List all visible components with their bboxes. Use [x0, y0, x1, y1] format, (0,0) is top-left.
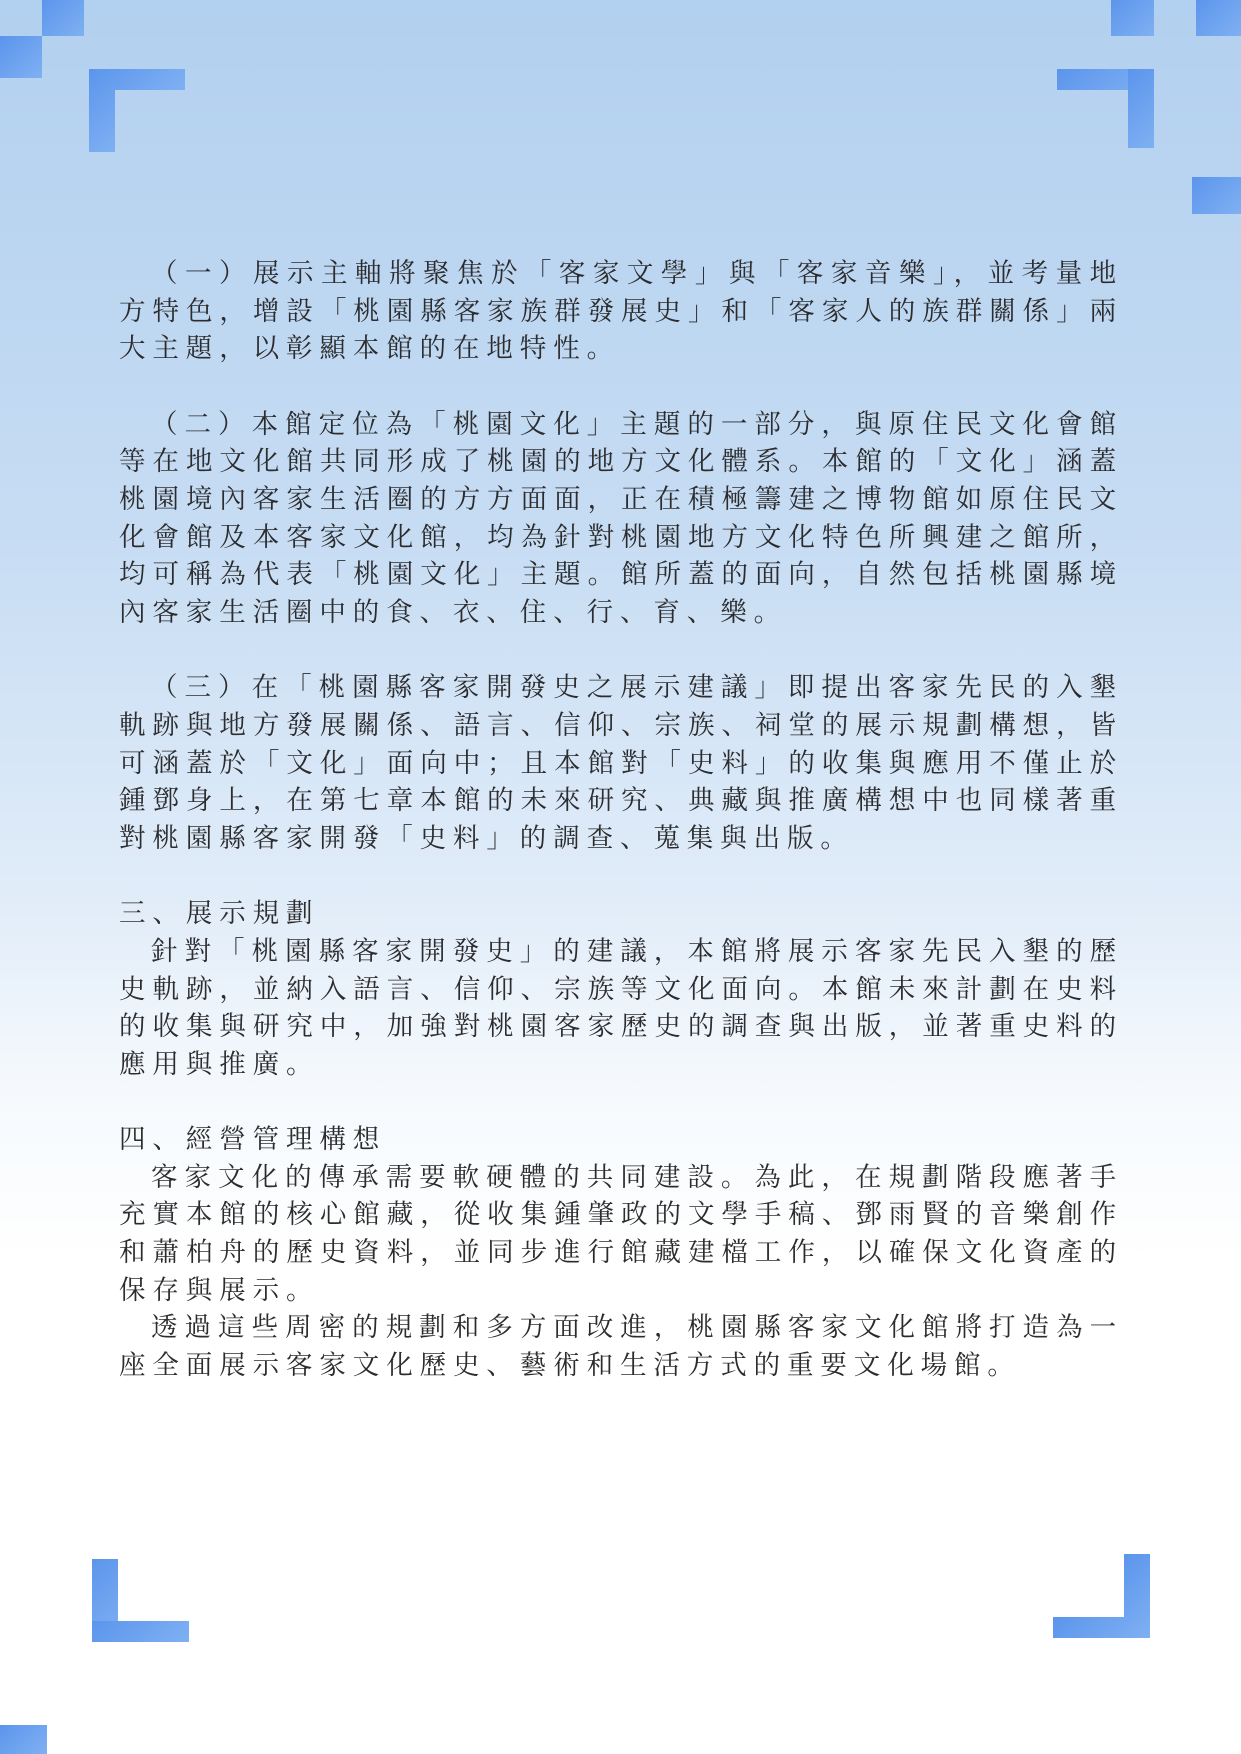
- section-4-body-1: 客家文化的傳承需要軟硬體的共同建設。為此，在規劃階段應著手充實本館的核心館藏，從收集鍾肇政的文學手稿、鄧雨賢的音樂創作和蕭柏舟的歷史資料，並同步進行館藏建檔工作，以確保文化資產的保存與展示。: [119, 1161, 1123, 1306]
- corner-bracket-top-right-vertical: [1128, 69, 1154, 148]
- corner-square-top-right-a: [1111, 0, 1154, 36]
- corner-bracket-bottom-left-horizontal: [92, 1621, 189, 1642]
- corner-bracket-top-left-vertical: [89, 69, 115, 152]
- paragraph-1: （一）展示主軸將聚焦於「客家文學」與「客家音樂」，並考量地方特色，增設「桃園縣客家族群發展史」和「客家人的族群關係」兩大主題，以彰顯本館的在地特性。: [119, 258, 1123, 365]
- section-3-heading: 三、展示規劃: [119, 898, 320, 930]
- document-body: [119, 255, 1123, 1384]
- corner-square-top-right-b: [1196, 0, 1241, 36]
- corner-square-top-left-b: [0, 36, 42, 78]
- paragraph-2: （二）本館定位為「桃園文化」主題的一部分，與原住民文化會館等在地文化館共同形成了桃園的地方文化體系。本館的「文化」涵蓋桃園境內客家生活圈的方方面面，正在積極籌建之博物館如原住民文化會館及本客家文化館，均為針對桃園地方文化特色所興建之館所，均可稱為代表「桃園文化」主題。館所蓋的面向，自然包括桃園縣境內客家生活圈中的食、衣、住、行、育、樂。: [119, 408, 1123, 628]
- corner-square-right-edge: [1192, 177, 1241, 214]
- section-3-body: 針對「桃園縣客家開發史」的建議，本館將展示客家先民入墾的歷史軌跡，並納入語言、信仰、宗族等文化面向。本館未來計劃在史料的收集與研究中，加強對桃園客家歷史的調查與出版，並著重史料的應用與推廣。: [119, 935, 1123, 1080]
- section-4-heading: 四、經營管理構想: [119, 1124, 387, 1156]
- section-4-body-2: 透過這些周密的規劃和多方面改進，桃園縣客家文化館將打造為一座全面展示客家文化歷史、藝術和生活方式的重要文化場館。: [119, 1312, 1123, 1381]
- corner-square-top-left-a: [42, 0, 84, 36]
- corner-square-bottom-left-edge: [0, 1725, 47, 1754]
- paragraph-3: （三）在「桃園縣客家開發史之展示建議」即提出客家先民的入墾軌跡與地方發展關係、語言、信仰、宗族、祠堂的展示規劃構想，皆可涵蓋於「文化」面向中；且本館對「史料」的收集與應用不僅止於鍾鄧身上，在第七章本館的未來研究、典藏與推廣構想中也同樣著重對桃園縣客家開發「史料」的調查、蒐集與出版。: [119, 672, 1123, 854]
- corner-bracket-bottom-right-horizontal: [1053, 1617, 1150, 1638]
